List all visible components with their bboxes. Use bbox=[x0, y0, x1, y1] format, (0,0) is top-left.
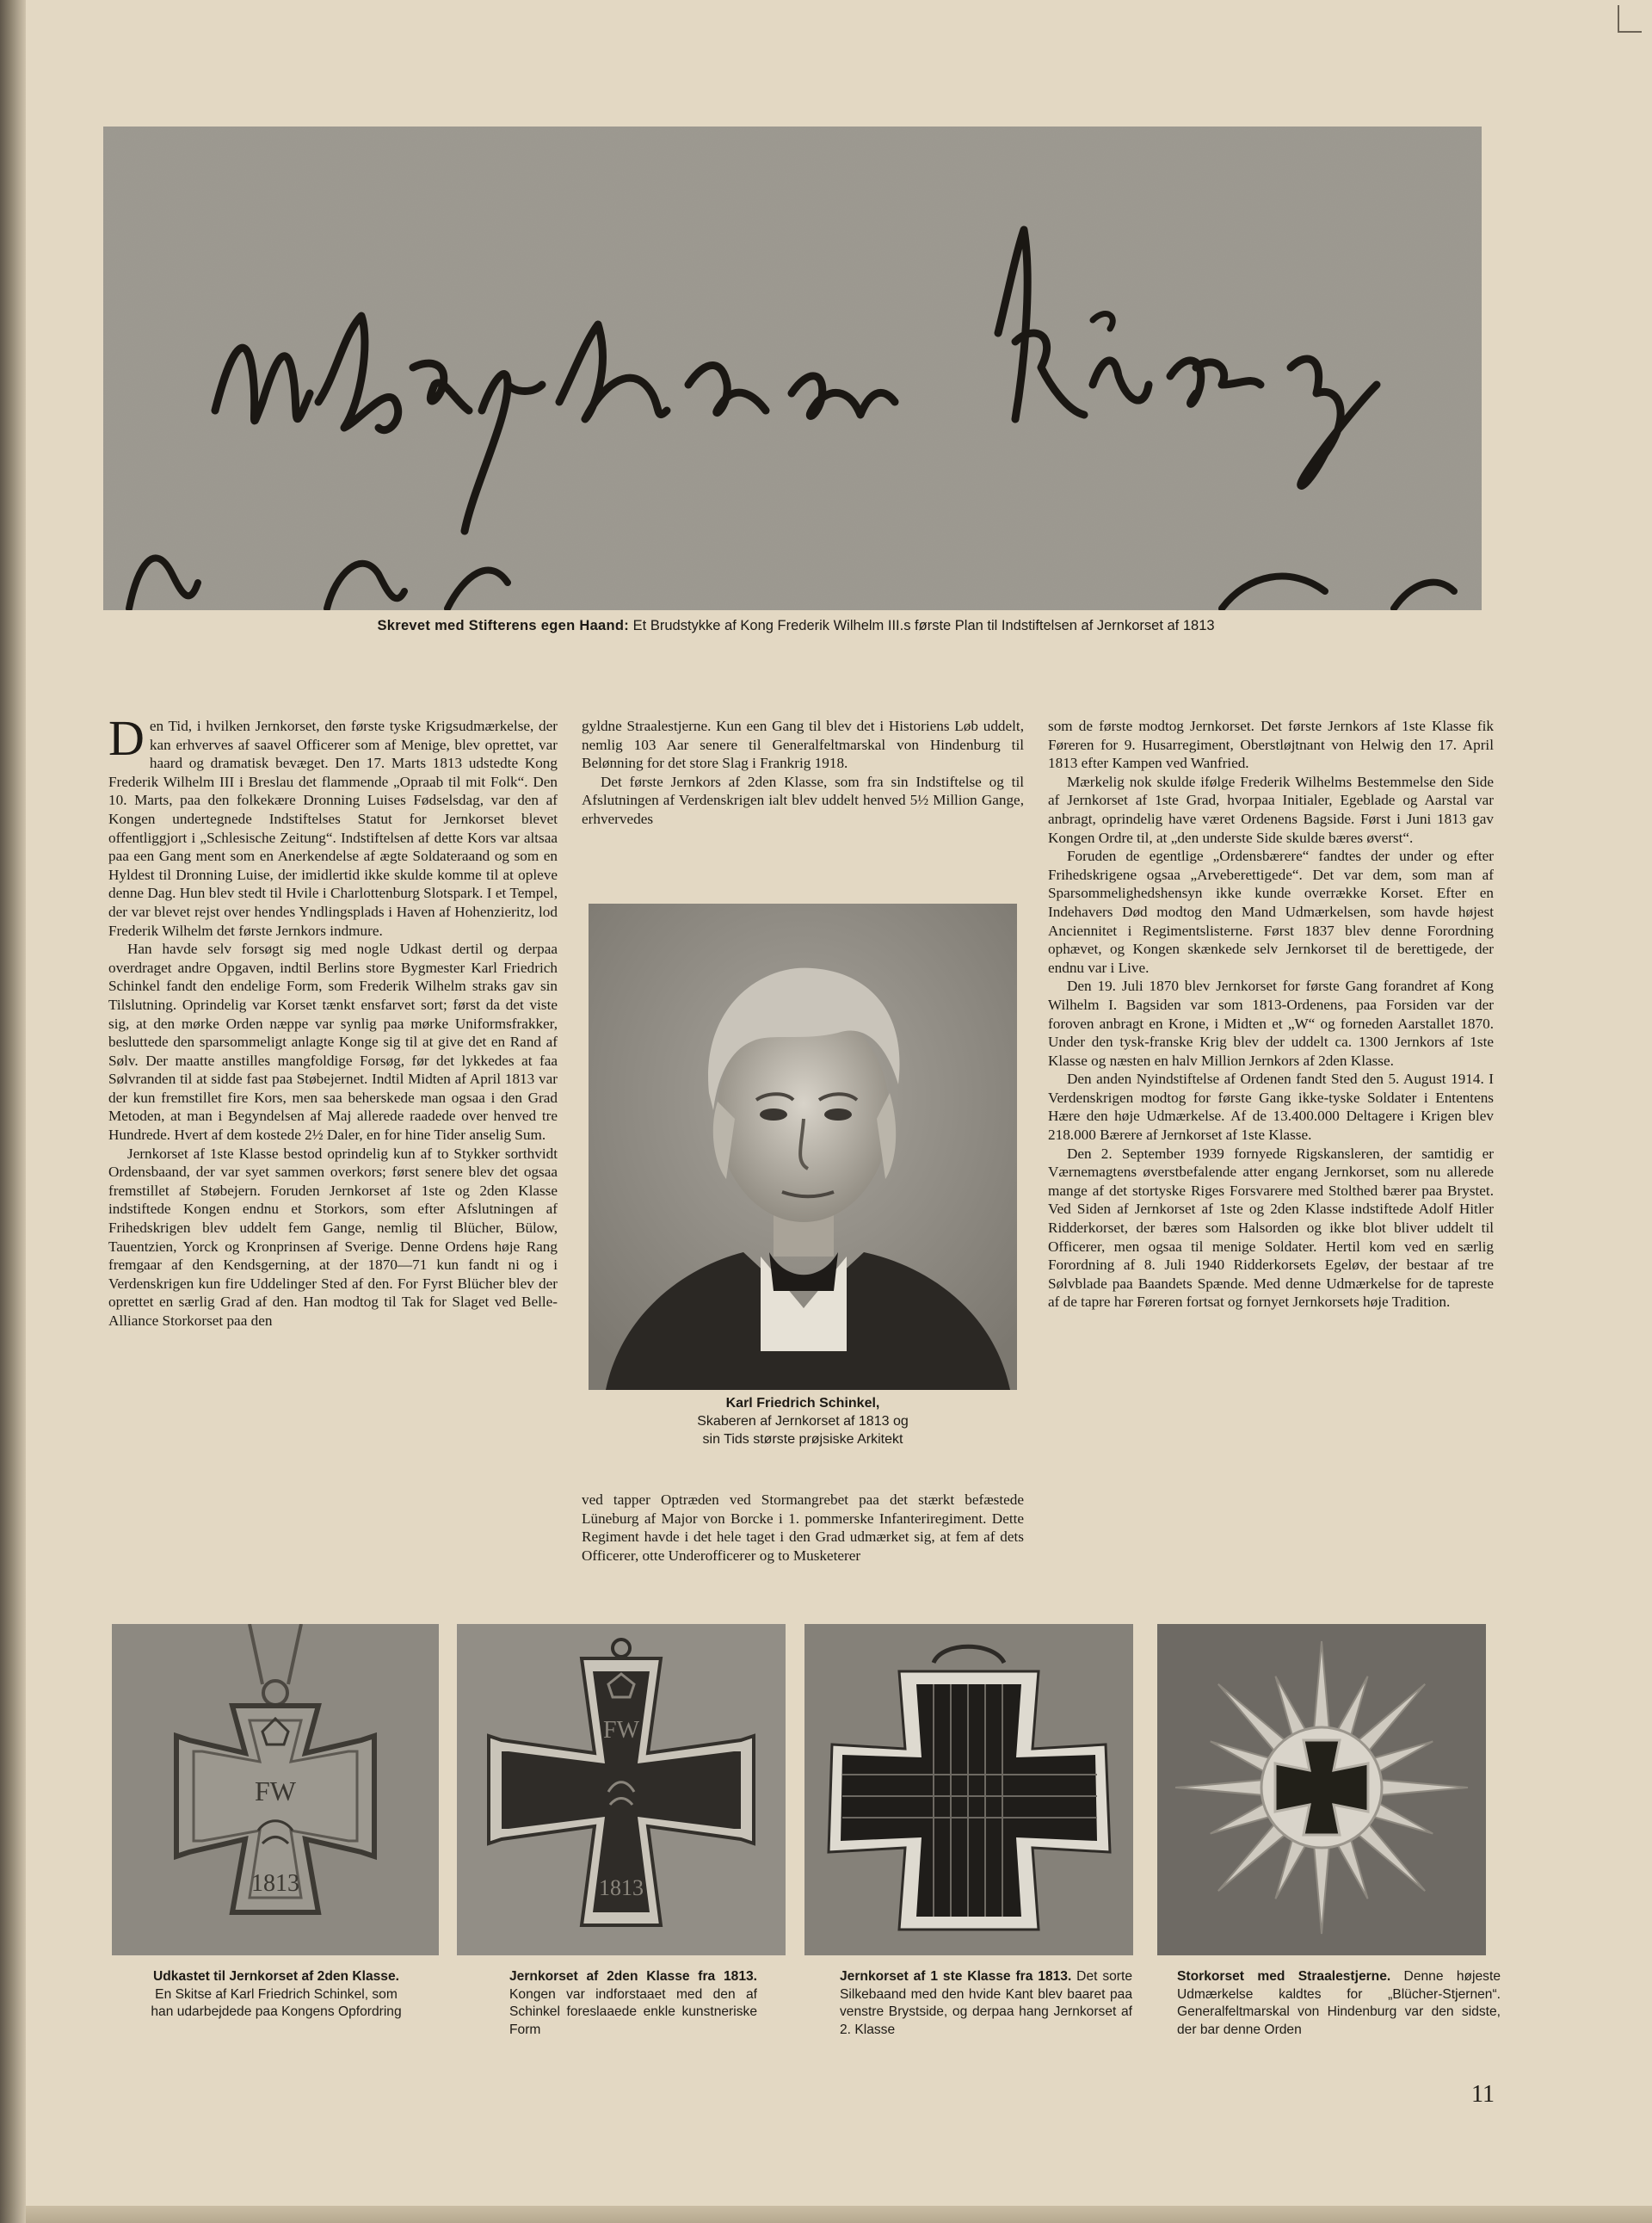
article-paragraph: Han havde selv forsøgt sig med nogle Udkast dertil og derpaa overdraget andre Opgaven, indtil Berlins store Bygmester Karl Friedrich Schinkel fandt den endelige Form, som Frederik Wilhelm straks gav sin Tilslutning. Oprindelig var Korset tænkt ensfarvet sort; først da det viste sig, at den mørke Orden næppe var synlig paa mørke Uniformsfrakker, besluttede den sparsommeligt anlagte Konge sig til at give det en Rand af Sølv. Der maatte anstilles mangfoldige Forsøg, før det lykkedes at faa Sølvranden til at sidde fast paa Støbejernet. Indtil Midten af April 1813 var der kun fremstillet fire Kors, men saa beherskede man ogsaa i den Grad Metoden, at man i Begyndelsen af Maj allerede raadede over henved tre Hundrede. Hvert af dem kostede 2½ Daler, en for hine Tider anselig Sum. bbox=[108, 941, 558, 1144]
article-paragraph bbox=[108, 710, 558, 940]
article-paragraph: Det første Jernkors af 2den Klasse, som fra sin Indstiftelse og til Afslutningen af Verdenskrigen ialt blev uddelt henved 5½ Million Gange, erhvervedes bbox=[582, 773, 1024, 827]
medal-caption-bold: Jernkorset af 2den Klasse fra 1813. bbox=[509, 1969, 757, 1984]
article-paragraph: som de første modtog Jernkorset. Det første Jernkors af 1ste Klasse fik Føreren for 9. Husarregiment, Oberstløjtnant von Helwig den 17. April 1813 efter Kampen ved Wanfried. bbox=[1048, 718, 1494, 772]
article-paragraph: Den 19. Juli 1870 blev Jernkorset for første Gang forandret af Kong Wilhelm I. Bagsiden var som 1813-Ordenens, paa Forsiden var der foroven anbragt en Krone, i Midten et „W“ og forneden Aarstallet 1870. Under den tysk-franske Krig blev der uddelt ca. 1300 Jernkors af 1ste Klasse og næsten en halv Million Jernkors af 2den Klasse. bbox=[1048, 978, 1494, 1069]
article-column-3 bbox=[1048, 717, 1494, 1312]
page-binding-edge bbox=[0, 0, 26, 2223]
medal-caption-text: En Skitse af Karl Friedrich Schinkel, som han udarbejdede paa Kongens Opfordring bbox=[151, 1986, 402, 2019]
medal-caption-text: Denne højeste Udmærkelse kaldtes for „Blücher-Stjernen“. Generalfeltmarskal von Hindenburg var den sidste, der bar denne Orden bbox=[1177, 1969, 1501, 2037]
article-paragraph: Mærkelig nok skulde ifølge Frederik Wilhelms Bestemmelse den Side af Jernkorset af 1ste Grad, hvorpaa Initialer, Egeblade og Aarstal var anbragt, oprindelig have været Ordenens Bagside. Først i Juni 1813 gav Kongen Ordre til, at „den underste Side skulde bæres øverst“. bbox=[1048, 773, 1494, 846]
medal-caption-1 bbox=[145, 1968, 408, 2022]
schinkel-portrait bbox=[589, 904, 1017, 1390]
medal-caption-3 bbox=[840, 1968, 1132, 2039]
article-column-2-bottom bbox=[582, 1491, 1024, 1565]
article-column-1 bbox=[108, 710, 558, 1331]
medal-caption-bold: Storkorset med Straalestjerne. bbox=[1177, 1969, 1391, 1984]
medal-caption-bold: Jernkorset af 1 ste Klasse fra 1813. bbox=[840, 1969, 1072, 1984]
cross-monogram: FW bbox=[603, 1717, 639, 1744]
medal-caption-bold: Udkastet til Jernkorset af 2den Klasse. bbox=[152, 1969, 399, 1984]
medal-photo-iron-cross-1st-class-ribbon bbox=[804, 1624, 1133, 1955]
page-bottom-edge bbox=[26, 2206, 1652, 2223]
article-paragraph: Den anden Nyindstiftelse af Ordenen fandt Sted den 5. August 1914. I Verdenskrigen modtog for første Gang ikke-tyske Soldater i Ententens Hære den høje Udmærkelse. Af de 13.400.000 Deltagere i Krigen blev 218.000 Bærere af Jernkorset af 1ste Klasse. bbox=[1048, 1071, 1494, 1144]
medal-photo-sketch bbox=[112, 1624, 439, 1955]
drop-cap: D bbox=[108, 710, 145, 766]
medal-caption-4 bbox=[1177, 1968, 1501, 2039]
handwriting-caption bbox=[361, 617, 1230, 635]
page-number: 11 bbox=[1471, 2081, 1495, 2108]
portrait-caption bbox=[585, 1394, 1020, 1448]
article-column-2-top bbox=[582, 717, 1024, 829]
corner-mark bbox=[1618, 5, 1642, 33]
medal-photo-iron-cross-2nd-class bbox=[457, 1624, 786, 1955]
portrait-name: Karl Friedrich Schinkel, bbox=[725, 1396, 880, 1411]
sketch-monogram: FW bbox=[255, 1775, 296, 1806]
caption-text: Et Brudstykke af Kong Frederik Wilhelm III.s første Plan til Indstiftelsen af Jernkorset af 1813 bbox=[629, 618, 1215, 633]
article-paragraph: Den 2. September 1939 fornyede Rigskansleren, der samtidig er Værnemagtens øverstbefalende atter engang Jernkorset, som nu allerede mange af det stortyske Riges Forsvarere med Stolthed bærer paa Brystet. Ved Siden af Jernkorset af 1ste og 2den Klasse indstiftede Adolf Hitler Ridderkorset, der bæres som Halsorden og ikke blot bliver uddelt til Officerer, men ogsaa til menige Soldater. Hertil kom ved en særlig Forordning af 8. Juli 1940 Ridderkorsets Egeløv, der bestaar af tre Sølvblade paa Baandets Spænde. Med denne Udmærkelse for de tapreste af de tapre har Føreren fortsat og fornyet Jernkorsets høje Tradition. bbox=[1048, 1145, 1494, 1311]
medal-photo-grand-cross-star bbox=[1157, 1624, 1486, 1955]
portrait-caption-line: sin Tids største prøjsiske Arkitekt bbox=[702, 1432, 903, 1447]
article-paragraph: gyldne Straalestjerne. Kun een Gang til blev det i Historiens Løb uddelt, nemlig 103 Aar senere til Generalfeltmarskal von Hindenburg til Belønning for det store Slag i Frankrig 1918. bbox=[582, 718, 1024, 772]
sketch-year: 1813 bbox=[251, 1870, 299, 1897]
medal-caption-text: Kongen var indforstaaet med den af Schinkel foreslaaede enkle kunstneriske Form bbox=[509, 1986, 757, 2037]
handwriting-photo bbox=[103, 127, 1482, 610]
portrait-caption-line: Skaberen af Jernkorset af 1813 og bbox=[697, 1414, 909, 1429]
article-paragraph: Foruden de egentlige „Ordensbærere“ fandtes der under og efter Frihedskrigene ogsaa „Arveberettigede“. Det var dem, som man af Sparsommelighedshensyn ikke kunde overrække Korset. Efter en Indehavers Død modtog den Mand Udmærkelsen, som havde højest Anciennitet i Regimentslisterne. Først 1837 blev denne Forordning ophævet, og Kongen skænkede selv Jernkorset til de berettigede, der endnu var i Live. bbox=[1048, 848, 1494, 976]
paragraph-text: en Tid, i hvilken Jernkorset, den første tyske Krigsudmærkelse, der kan erhverves af saavel Officerer som af Menige, blev oprettet, var haard og dramatisk bevæget. Den 17. Marts 1813 udstedte Kong Frederik Wilhelm III i Breslau det flammende „Opraab til mit Folk“. Den 10. Marts, paa den folkekære Dronning Luises Fødselsdag, var den af Kongen undertegnede Indstiftelses Statut for Jernkorset blevet offentliggjort i „Schlesische Zeitung“. Indstiftelsen af dette Kors var altsaa paa een Gang ment som en Anerkendelse af ægte Soldateraand og som en Hyldest til Dronning Luise, der imidlertid ikke skulde komme til at opleve denne Dag. Hun blev stedt til Hvile i Charlottenburg Slotspark. I et Tempel, der var blevet rejst over hendes Yndlingsplads i Haven af Hohenzieritz, lod Frederik Wilhelm det første Jernkors indmure. bbox=[108, 718, 558, 939]
cross-year: 1813 bbox=[599, 1875, 644, 1900]
article-paragraph: Jernkorset af 1ste Klasse bestod oprindelig kun af to Stykker sorthvidt Ordensbaand, der var syet sammen overkors; først senere blev det ogsaa fremstillet af Støbejern. Foruden Jernkorset af 1ste og 2den Klasse indstiftede Kongen endnu et Storkors, som efter Afslutningen af Frihedskrigen blev uddelt fem Gange, nemlig til Blücher, Bülow, Tauentzien, Yorck og Kronprinsen af Sverige. Denne Ordens høje Rang fremgaar af den Kendsgerning, at der 1870—71 kun fandt ni og i Verdenskrigen kun fire Uddelinger Sted af den. For Fyrst Blücher blev der oprettet en særlig Grad af den. Han modtog til Tak for Slaget ved Belle-Alliance Storkorset paa den bbox=[108, 1145, 558, 1329]
article-paragraph: ved tapper Optræden ved Stormangrebet paa det stærkt befæstede Lüneburg af Major von Borcke i 1. pommerske Infanteriregiment. Dette Regiment havde i det hele taget i den Grad udmærket sig, at fem af dets Officerer, otte Underofficerer og to Musketerer bbox=[582, 1491, 1024, 1564]
medal-caption-2 bbox=[509, 1968, 757, 2039]
medal-caption-text: Det sorte Silkebaand med den hvide Kant blev baaret paa venstre Brystside, og derpaa hang Jernkorset af 2. Klasse bbox=[840, 1969, 1132, 2037]
caption-bold-lead: Skrevet med Stifterens egen Haand: bbox=[377, 618, 630, 633]
